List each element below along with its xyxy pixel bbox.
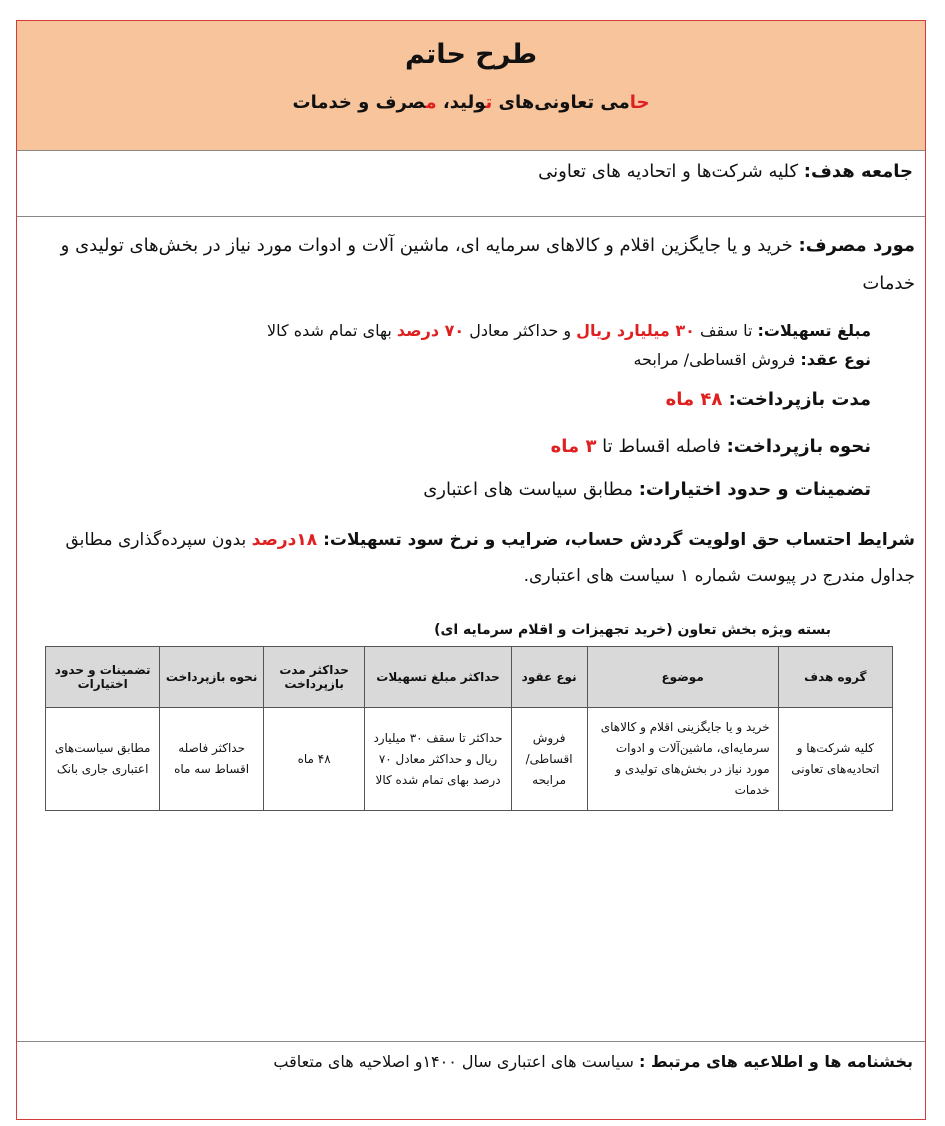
header-target-group: گروه هدف (778, 647, 892, 708)
subtitle-part-6: صرف و خدمات (292, 92, 426, 113)
footer-text: سیاست های اعتباری سال ۱۴۰۰و اصلاحیه های متعاقب (273, 1052, 639, 1071)
conditions-label: شرایط احتساب حق اولویت گردش حساب، ضرایب و نرخ سود تسهیلات: (323, 530, 915, 550)
contract-line (27, 350, 871, 369)
subtitle-red-5: م (425, 92, 437, 113)
facility-line (27, 321, 871, 340)
conditions-rate: ۱۸درصد (251, 530, 324, 550)
cell-subject: خرید و یا جایگزینی اقلام و کالاهای سرمایه‌ای، ماشین‌آلات و ادوات مورد نیاز در بخش‌های تولیدی و خدمات (587, 708, 778, 811)
document-frame (16, 20, 926, 1120)
usage-line (27, 227, 915, 303)
header-repay-method: نحوه بازپرداخت (160, 647, 264, 708)
package-table (45, 646, 893, 811)
target-text: کلیه شرکت‌ها و اتحادیه های تعاونی (538, 161, 804, 182)
header-contract-type: نوع عقود (511, 647, 587, 708)
footer-section (17, 1042, 925, 1071)
contract-label: نوع عقد: (800, 350, 871, 369)
header (17, 21, 925, 151)
contract-text: فروش اقساطی/ مرابحه (633, 350, 801, 369)
page-title: طرح حاتم (405, 39, 537, 70)
target-section (17, 151, 925, 217)
facility-text-3: بهای تمام شده کالا (267, 321, 397, 340)
header-subject: موضوع (587, 647, 778, 708)
repay-label: نحوه بازپرداخت: (726, 436, 871, 457)
facility-amount: ۳۰ میلیارد ریال (576, 321, 695, 340)
cell-max-amount: حداکثر تا سقف ۳۰ میلیارد ریال و حداکثر معادل ۷۰ درصد بهای تمام شده کالا (365, 708, 511, 811)
facility-text-2: و حداکثر معادل (464, 321, 577, 340)
conditions-text: بدون سپرده‌گذاری مطابق جداول مندرج در پیوست شماره ۱ سیاست های اعتباری. (65, 530, 915, 586)
page-subtitle (17, 92, 925, 113)
facility-label: مبلغ تسهیلات: (757, 321, 871, 340)
table-header-row (46, 647, 893, 708)
repay-line (27, 436, 871, 457)
usage-text: خرید و یا جایگزین اقلام و کالاهای سرمایه ای، ماشین آلات و ادوات مورد نیاز در بخش‌های تولیدی و خدمات (60, 235, 915, 294)
header-max-amount: حداکثر مبلغ تسهیلات (365, 647, 511, 708)
guarantee-text: مطابق سیاست های اعتباری (423, 479, 639, 500)
table-caption: بسته ویژه بخش تعاون (خرید تجهیزات و اقلام سرمایه ای) (434, 622, 831, 638)
subtitle-part-4: ولید، (436, 92, 486, 113)
facility-text-1: تا سقف (694, 321, 758, 340)
cell-contract-type: فروش اقساطی/ مرابحه (511, 708, 587, 811)
guarantee-line (27, 479, 871, 500)
cell-guarantee: مطابق سیاست‌های اعتباری جاری بانک (46, 708, 160, 811)
subtitle-red-3: ت (485, 92, 493, 113)
conditions-paragraph (27, 522, 915, 594)
usage-label: مورد مصرف: (798, 235, 915, 256)
period-value: ۴۸ ماه (665, 389, 729, 410)
cell-max-period: ۴۸ ماه (263, 708, 364, 811)
main-section (17, 217, 925, 1042)
cell-repay-method: حداکثر فاصله اقساط سه ماه (160, 708, 264, 811)
period-label: مدت بازپرداخت: (728, 389, 871, 410)
table-row (46, 708, 893, 811)
repay-value: ۳ ماه (550, 436, 597, 457)
repay-text: فاصله اقساط تا (596, 436, 727, 457)
period-line (27, 389, 871, 410)
cell-target-group: کلیه شرکت‌ها و اتحادیه‌های تعاونی (778, 708, 892, 811)
subtitle-part-2: می تعاونی‌های (492, 92, 630, 113)
header-guarantee: تضمینات و حدود اختیارات (46, 647, 160, 708)
footer-label: بخشنامه ها و اطلاعیه های مرتبط : (639, 1052, 913, 1071)
subtitle-red-1: حا (629, 92, 650, 113)
target-label: جامعه هدف: (803, 161, 913, 182)
header-max-period: حداکثر مدت بازپرداخت (263, 647, 364, 708)
guarantee-label: تضمینات و حدود اختیارات: (638, 479, 871, 500)
facility-percent: ۷۰ درصد (396, 321, 465, 340)
